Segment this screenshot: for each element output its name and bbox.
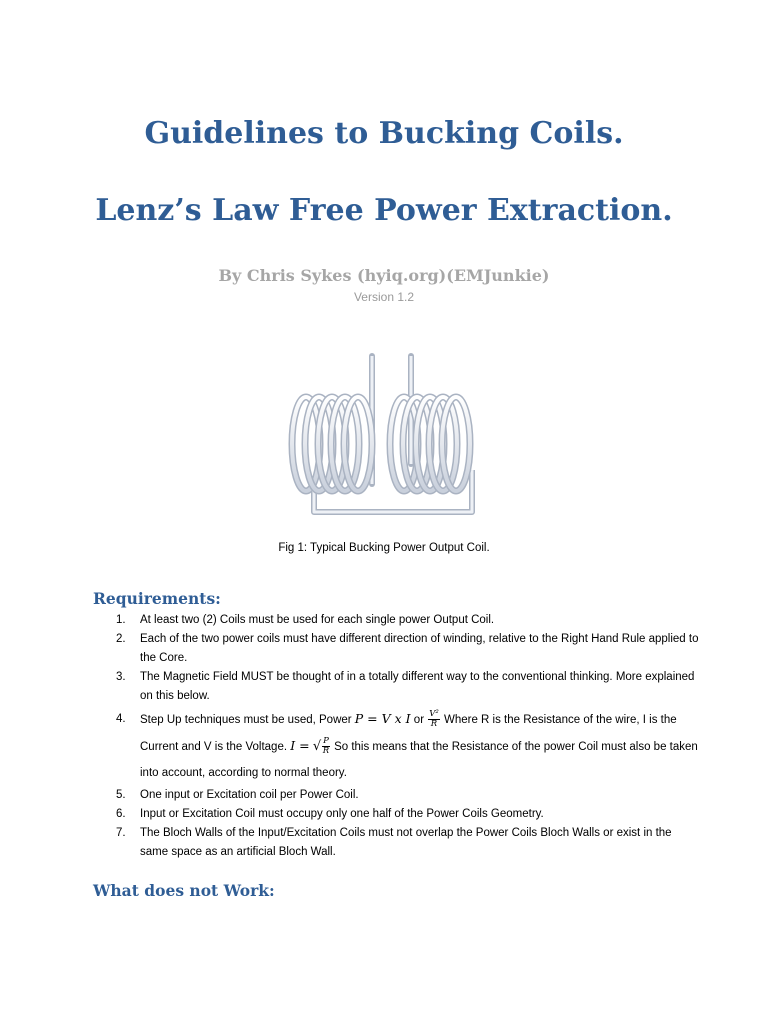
fraction-denominator: R [322, 746, 330, 757]
fraction-numerator: V² [429, 709, 439, 720]
list-number: 5. [116, 789, 126, 801]
document-subtitle: Lenz’s Law Free Power Extraction. [95, 193, 673, 228]
voltage-squared-fraction [428, 710, 440, 729]
list-text: The Magnetic Field MUST be thought of in a totally different way to the conventional thinking. More explained on this below. [140, 671, 695, 702]
requirements-heading: Requirements: [93, 589, 221, 608]
list-number: 3. [116, 671, 126, 683]
square-root-sign: √ [312, 739, 322, 754]
document-title: Guidelines to Bucking Coils. [144, 116, 624, 151]
list-item [110, 630, 700, 668]
or-word: or [413, 714, 425, 726]
list-item [110, 611, 700, 630]
version-label: Version 1.2 [353, 290, 415, 304]
power-equation: P = V x I [354, 711, 411, 726]
list-item [110, 668, 700, 706]
requirements-list [110, 611, 700, 862]
fraction-denominator: R [430, 719, 438, 730]
current-equation: I = [290, 738, 310, 753]
bucking-coil-figure [284, 352, 484, 524]
list-item [110, 805, 700, 824]
what-does-not-work-heading: What does not Work: [93, 881, 275, 900]
list-item [110, 706, 700, 786]
figure-caption: Fig 1: Typical Bucking Power Output Coil. [278, 542, 490, 554]
list-text: Where R is the Resistance of the wire, I is the Current and V is the Voltage. [140, 714, 677, 753]
list-text: Step Up techniques must be used, Power [140, 714, 352, 726]
list-text: So this means that the Resistance of the power Coil must also be taken into account, according to normal theory. [140, 741, 698, 779]
list-text: The Bloch Walls of the Input/Excitation Coils must not overlap the Power Coils Bloch Walls or exist in the same space as an artificial Bloch Wall. [140, 827, 672, 858]
bucking-coil-illustration [284, 352, 484, 524]
list-text: At least two (2) Coils must be used for each single power Output Coil. [140, 614, 495, 626]
power-over-resistance-fraction [322, 737, 330, 756]
list-item [110, 824, 700, 862]
list-text: Each of the two power coils must have different direction of winding, relative to the Right Hand Rule applied to the Core. [140, 633, 699, 664]
fraction-numerator: P [323, 736, 329, 747]
list-number: 7. [116, 827, 126, 839]
list-number: 1. [116, 614, 126, 626]
author-byline: By Chris Sykes (hyiq.org)(EMJunkie) [218, 266, 550, 285]
list-item [110, 786, 700, 805]
list-number: 2. [116, 633, 126, 645]
list-text: Input or Excitation Coil must occupy only one half of the Power Coils Geometry. [140, 808, 544, 820]
list-number: 6. [116, 808, 126, 820]
list-number: 4. [116, 713, 126, 725]
list-text: One input or Excitation coil per Power Coil. [140, 789, 359, 801]
